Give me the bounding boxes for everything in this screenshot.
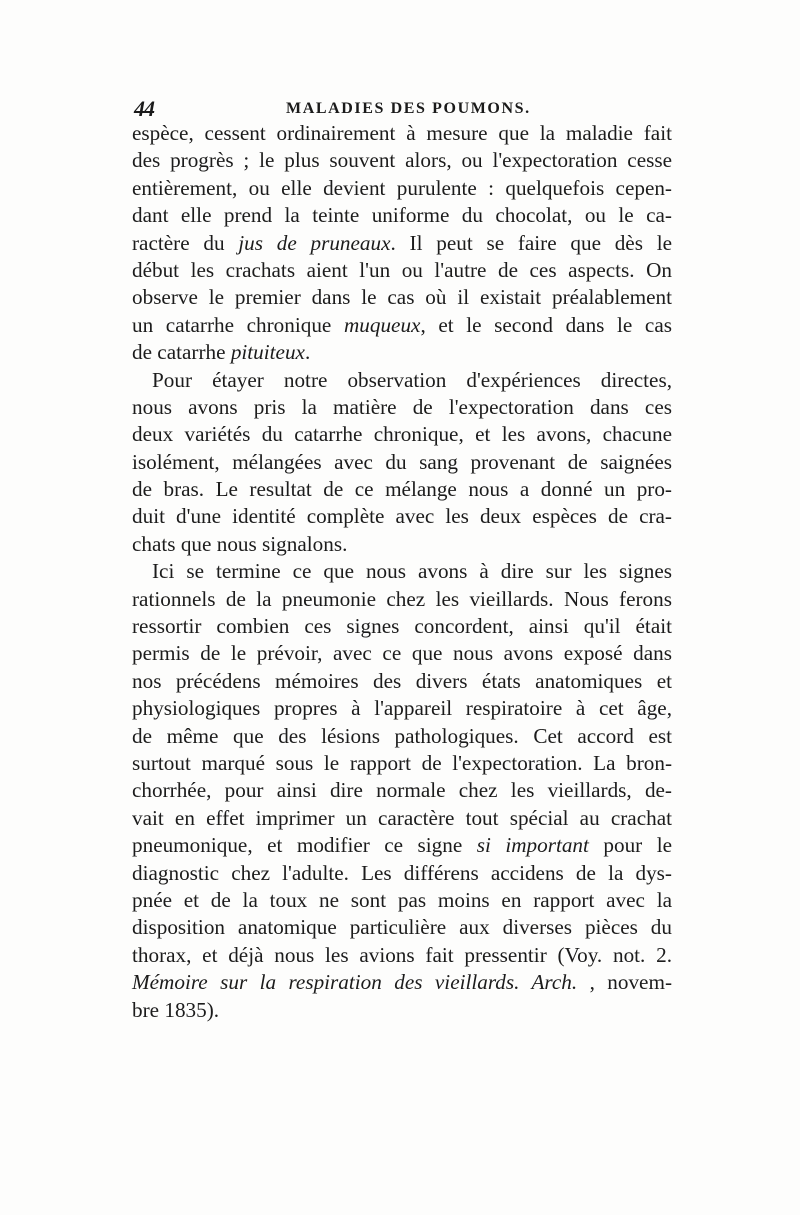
text-line: nos précédens mémoires des divers états anatomiques et	[132, 668, 672, 693]
text-run: ractère du	[132, 230, 239, 255]
text-run: pneumonique, et modifier ce signe	[132, 833, 477, 858]
text-line: physiologiques propres à l'appareil respiratoire à cet âge,	[132, 696, 672, 721]
text-line: de bras. Le resultat de ce mélange nous a donné un pro-	[132, 477, 672, 502]
body-text	[132, 120, 672, 1024]
text-line: observe le premier dans le cas où il existait préalablement	[132, 285, 672, 310]
text-line: Pour étayer notre observation d'expériences directes,	[152, 367, 672, 392]
text-line: diagnostic chez l'adulte. Les différens accidens de la dys-	[132, 860, 672, 885]
text-line: entièrement, ou elle devient purulente : quelquefois cepen-	[132, 175, 672, 200]
text-line: thorax, et déjà nous les avions fait pressentir (Voy. not. 2.	[132, 942, 672, 967]
text-line	[132, 832, 672, 859]
italic-run: pituiteux	[230, 340, 305, 365]
text-line: surtout marqué sous le rapport de l'expectoration. La bron-	[132, 750, 672, 775]
text-line: nous avons pris la matière de l'expectoration dans ces	[132, 394, 672, 419]
text-line: ressortir combien ces signes concordent, ainsi qu'il était	[132, 614, 672, 639]
text-line: isolément, mélangées avec du sang provenant de saignées	[132, 449, 672, 474]
text-line: chats que nous signalons.	[132, 531, 348, 556]
text-line: dant elle prend la teinte uniforme du chocolat, ou le ca-	[132, 203, 672, 228]
text-line: rationnels de la pneumonie chez les vieillards. Nous ferons	[132, 586, 672, 611]
italic-run: si important	[476, 833, 589, 858]
text-run: pour le	[588, 833, 672, 858]
text-run: . Il peut se faire que dès le	[390, 230, 672, 255]
text-line: vait en effet imprimer un caractère tout spécial au crachat	[132, 805, 672, 830]
text-line: duit d'une identité complète avec les deux espèces de cra-	[132, 504, 672, 529]
text-run: , novem-	[577, 970, 672, 995]
text-line: disposition anatomique particulière aux diverses pièces du	[132, 915, 672, 940]
text-line: chorrhée, pour ainsi dire normale chez les vieillards, de-	[132, 778, 672, 803]
text-line: Ici se termine ce que nous avons à dire sur les signes	[152, 559, 672, 584]
text-line: pnée et de la toux ne sont pas moins en rapport avec la	[132, 887, 672, 912]
text-line: espèce, cessent ordinairement à mesure que la maladie fait	[132, 121, 672, 145]
text-line: bre 1835).	[132, 997, 220, 1022]
text-run: de catarrhe	[132, 340, 231, 365]
text-line: début les crachats aient l'un ou l'autre de ces aspects. On	[132, 257, 672, 282]
text-line	[132, 969, 672, 996]
text-run: , et le second dans le cas	[420, 312, 672, 337]
running-title: MALADIES DES POUMONS.	[286, 100, 531, 117]
running-head	[134, 96, 674, 120]
italic-run: muqueux	[343, 312, 421, 337]
page-number: 44	[134, 96, 154, 121]
text-line: des progrès ; le plus souvent alors, ou l'expectoration cesse	[132, 148, 672, 173]
text-run: .	[304, 340, 311, 365]
text-line: de même que des lésions pathologiques. Cet accord est	[132, 723, 672, 748]
text-line	[132, 312, 672, 339]
text-run: un catarrhe chronique	[132, 312, 344, 337]
italic-run: jus de pruneaux	[238, 230, 391, 255]
text-line	[132, 339, 672, 366]
text-line: deux variétés du catarrhe chronique, et les avons, chacune	[132, 422, 672, 447]
text-line	[132, 230, 672, 257]
text-line: permis de le prévoir, avec ce que nous avons exposé dans	[132, 641, 672, 666]
italic-run: Mémoire sur la respiration des vieillards. Arch.	[132, 970, 578, 995]
